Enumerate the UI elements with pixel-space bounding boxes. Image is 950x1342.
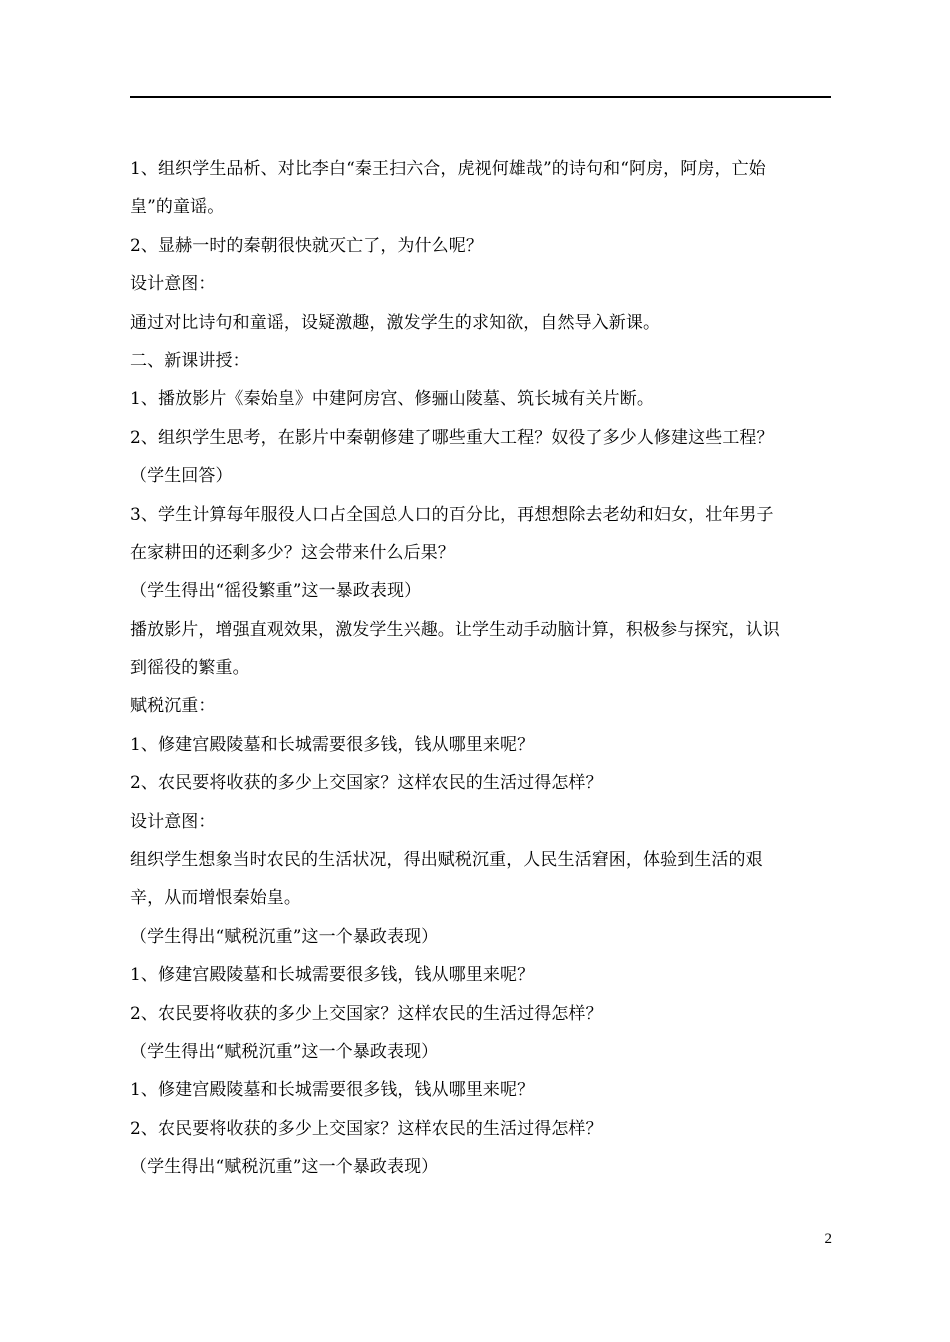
text-line: 1、修建宫殿陵墓和长城需要很多钱，钱从哪里来呢？	[130, 965, 535, 986]
text-line: （学生回答）	[130, 466, 233, 487]
text-line: 2、农民要将收获的多少上交国家？这样农民的生活过得怎样？	[130, 1118, 603, 1139]
page-number: 2	[824, 1231, 832, 1247]
text-line: （学生得出“赋税沉重”这一个暴政表现）	[130, 1041, 439, 1062]
text-line: 1、修建宫殿陵墓和长城需要很多钱，钱从哪里来呢？	[130, 734, 535, 755]
section-heading: 二、新课讲授：	[130, 350, 250, 371]
text-line: 设计意图：	[130, 274, 216, 295]
subheading: 赋税沉重：	[130, 696, 216, 717]
text-line: 设计意图：	[130, 811, 216, 832]
text-line: 组织学生想象当时农民的生活状况，得出赋税沉重，人民生活窘困，体验到生活的艰	[130, 850, 763, 871]
text-line: 到徭役的繁重。	[130, 658, 250, 679]
text-line: 播放影片，增强直观效果，激发学生兴趣。让学生动手动脑计算，积极参与探究，认识	[130, 619, 780, 640]
text-line: 2、组织学生思考，在影片中秦朝修建了哪些重大工程？奴役了多少人修建这些工程？	[130, 427, 774, 448]
text-line: 1、组织学生品析、对比李白“秦王扫六合，虎视何雄哉”的诗句和“阿房，阿房，亡始	[130, 159, 766, 179]
header-rule	[130, 96, 831, 98]
text-line: 皇”的童谣。	[130, 197, 225, 218]
text-line: 辛，从而增恨秦始皇。	[130, 888, 301, 909]
text-line: 在家耕田的还剩多少？这会带来什么后果？	[130, 542, 455, 563]
text-line: 1、修建宫殿陵墓和长城需要很多钱，钱从哪里来呢？	[130, 1080, 535, 1101]
text-line: （学生得出“赋税沉重”这一个暴政表现）	[130, 926, 439, 947]
text-line: 2、农民要将收获的多少上交国家？这样农民的生活过得怎样？	[130, 773, 603, 794]
text-line: 2、农民要将收获的多少上交国家？这样农民的生活过得怎样？	[130, 1003, 603, 1024]
text-line: 1、播放影片《秦始皇》中建阿房宫、修骊山陵墓、筑长城有关片断。	[130, 389, 654, 410]
document-body	[130, 150, 833, 1187]
text-line: （学生得出“徭役繁重”这一暴政表现）	[130, 581, 422, 602]
text-line: 通过对比诗句和童谣，设疑激趣，激发学生的求知欲，自然导入新课。	[130, 312, 661, 333]
text-line: 2、显赫一时的秦朝很快就灭亡了，为什么呢？	[130, 235, 483, 256]
text-line: （学生得出“赋税沉重”这一个暴政表现）	[130, 1157, 439, 1178]
text-line: 3、学生计算每年服役人口占全国总人口的百分比，再想想除去老幼和妇女，壮年男子	[130, 504, 774, 525]
